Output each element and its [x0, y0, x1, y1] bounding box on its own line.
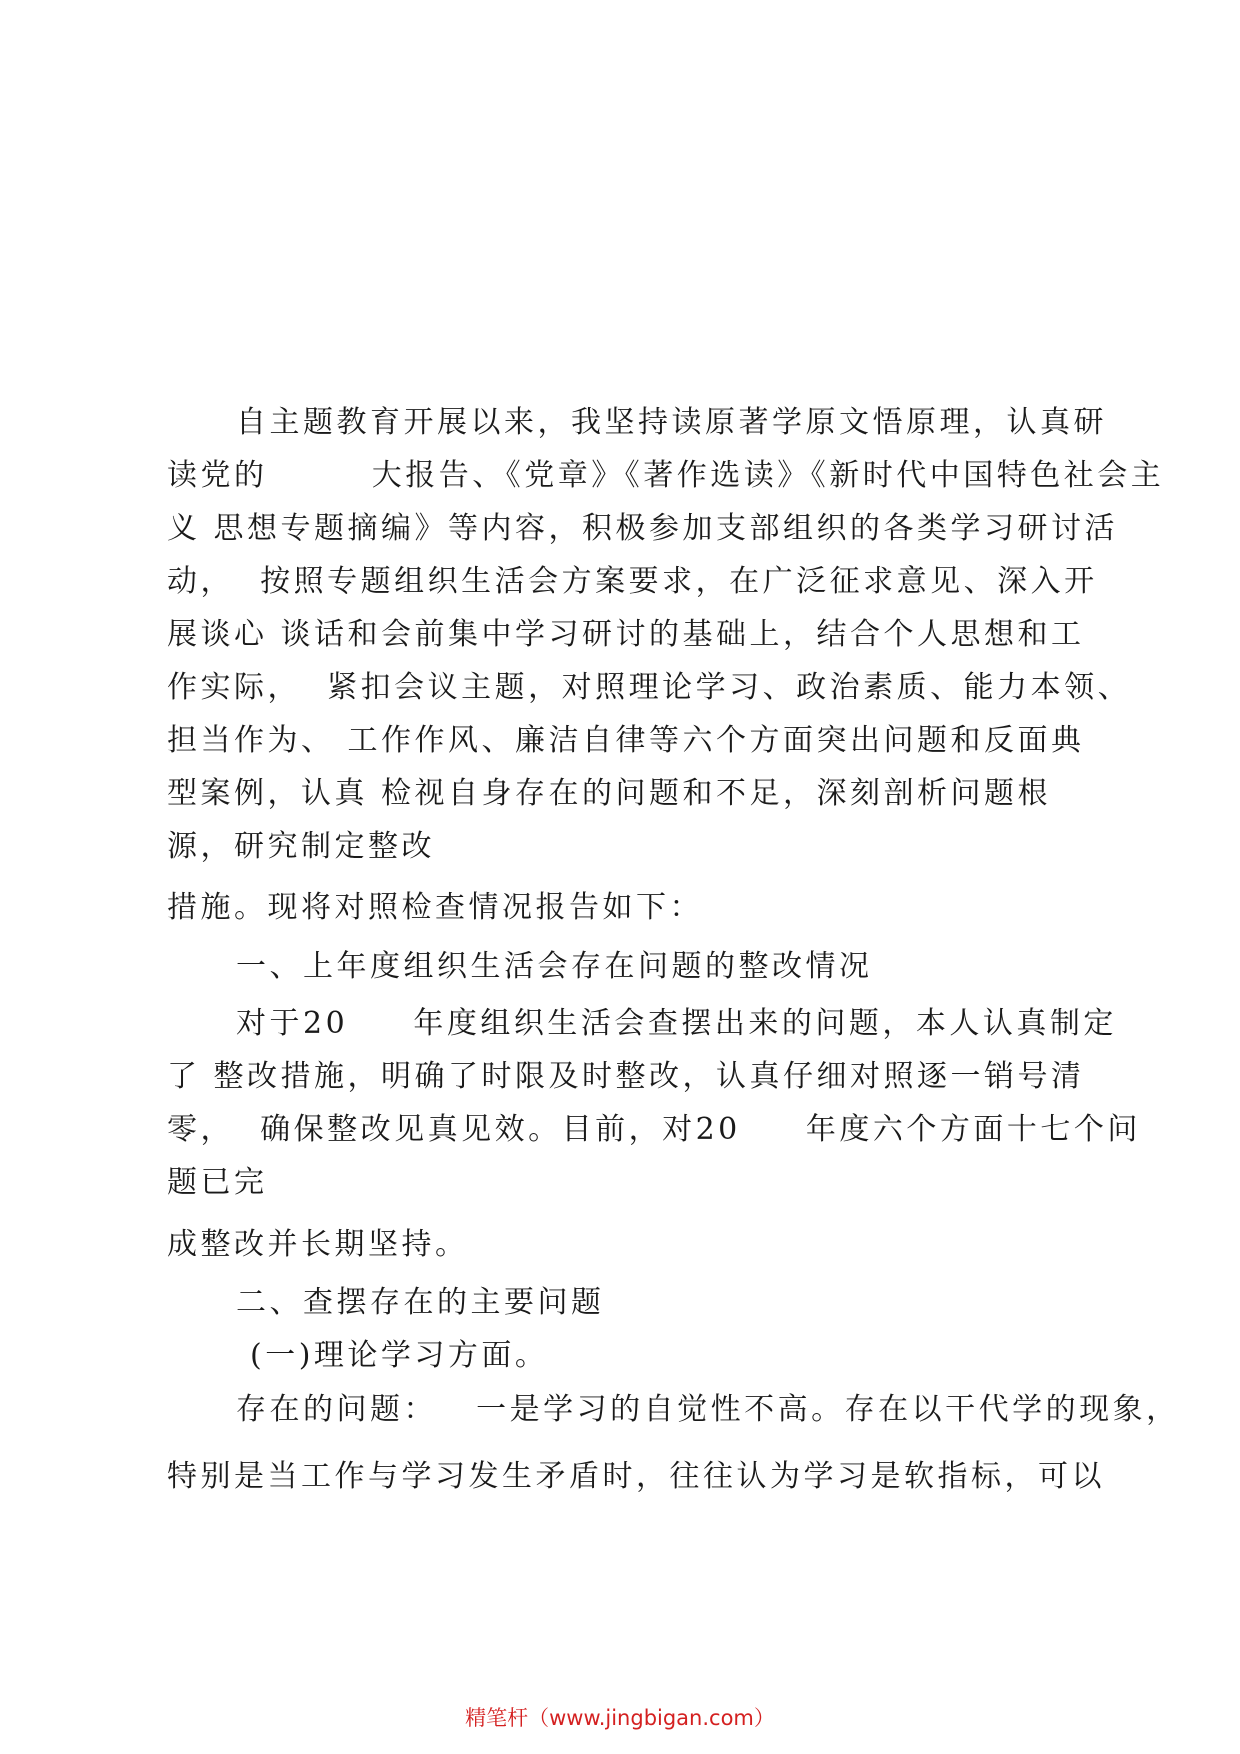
- paragraph-line: 动， 按照专题组织生活会方案要求，在广泛征求意见、深入开: [167, 564, 1098, 599]
- paragraph-line: 作实际， 紧扣会议主题，对照理论学习、政治素质、能力本领、: [167, 670, 1132, 705]
- section-heading: 二、查摆存在的主要问题: [236, 1285, 605, 1320]
- footer-watermark: 精笔杆（www.jingbigan.com）: [465, 1706, 775, 1730]
- paragraph-line: 读党的 大报告、《党章》《著作选读》《新时代中国特色社会主: [167, 458, 1165, 493]
- paragraph-line: 存在的问题： 一是学习的自觉性不高。存在以干代学的现象，: [236, 1392, 1180, 1427]
- paragraph-line: 担当作为、 工作作风、廉洁自律等六个方面突出问题和反面典: [167, 723, 1085, 758]
- paragraph-line: 成整改并长期坚持。: [167, 1227, 469, 1262]
- paragraph-line: 对于20 年度组织生活会查摆出来的问题，本人认真制定: [236, 1006, 1117, 1041]
- paragraph-line: 零， 确保整改见真见效。目前，对20 年度六个方面十七个问: [167, 1112, 1141, 1147]
- paragraph-line: 特别是当工作与学习发生矛盾时，往往认为学习是软指标，可以: [167, 1459, 1105, 1494]
- subsection-heading: (一)理论学习方面。: [250, 1338, 549, 1373]
- paragraph-line: 展谈心 谈话和会前集中学习研讨的基础上，结合个人思想和工: [167, 617, 1085, 652]
- paragraph-line: 了 整改措施，明确了时限及时整改，认真仔细对照逐一销号清: [167, 1059, 1085, 1094]
- paragraph-line: 自主题教育开展以来，我坚持读原著学原文悟原理，认真研: [236, 405, 1107, 440]
- paragraph-line: 型案例，认真 检视自身存在的问题和不足，深刻剖析问题根: [167, 776, 1052, 811]
- paragraph-line: 源，研究制定整改: [167, 829, 435, 864]
- paragraph-line: 措施。现将对照检查情况报告如下：: [167, 890, 703, 925]
- paragraph-line: 题已完: [167, 1165, 268, 1200]
- paragraph-line: 义 思想专题摘编》等内容，积极参加支部组织的各类学习研讨活: [167, 511, 1119, 546]
- section-heading: 一、上年度组织生活会存在问题的整改情况: [236, 949, 873, 984]
